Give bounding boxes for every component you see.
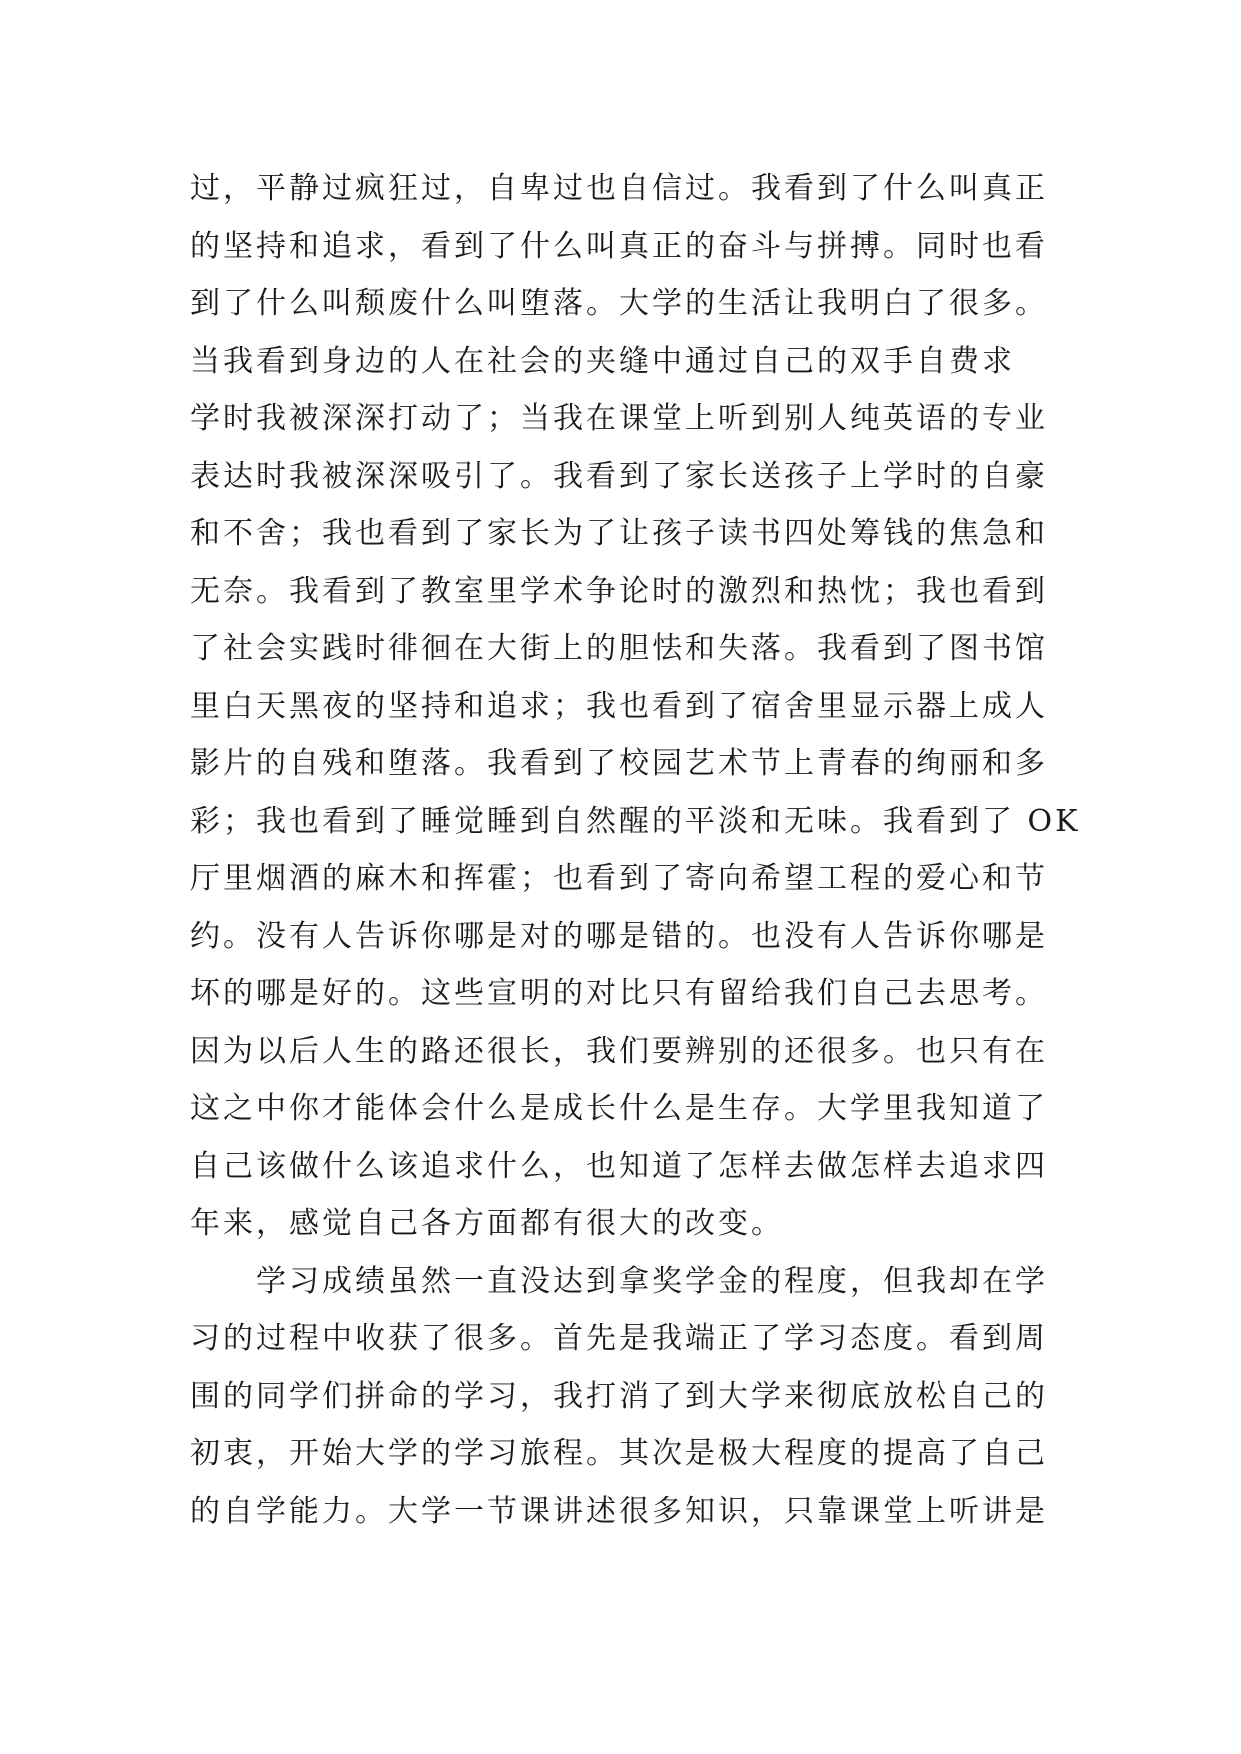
text-line: 了社会实践时徘徊在大街上的胆怯和失落。我看到了图书馆 <box>190 631 1048 666</box>
text-line: 彩；我也看到了睡觉睡到自然醒的平淡和无味。我看到了 OK <box>190 803 1081 839</box>
paragraph-first-line: 学习成绩虽然一直没达到拿奖学金的程度，但我却在学 <box>256 1263 1048 1299</box>
text-line: 当我看到身边的人在社会的夹缝中通过自己的双手自费求 <box>190 343 1015 379</box>
text-line: 坏的哪是好的。这些宣明的对比只有留给我们自己去思考。 <box>190 976 1048 1011</box>
text-line: 无奈。我看到了教室里学术争论时的激烈和热忱；我也看到 <box>190 573 1048 609</box>
text-line: 的自学能力。大学一节课讲述很多知识，只靠课堂上听讲是 <box>190 1493 1048 1529</box>
text-line: 初衷，开始大学的学习旅程。其次是极大程度的提高了自己 <box>190 1436 1048 1471</box>
text-line: 过，平静过疯狂过，自卑过也自信过。我看到了什么叫真正 <box>190 171 1048 206</box>
text-line: 表达时我被深深吸引了。我看到了家长送孩子上学时的自豪 <box>190 458 1048 494</box>
text-line: 里白天黑夜的坚持和追求；我也看到了宿舍里显示器上成人 <box>190 688 1048 724</box>
text-line: 约。没有人告诉你哪是对的哪是错的。也没有人告诉你哪是 <box>190 918 1048 954</box>
text-line: 到了什么叫颓废什么叫堕落。大学的生活让我明白了很多。 <box>190 286 1048 321</box>
text-line: 的坚持和追求，看到了什么叫真正的奋斗与拼搏。同时也看 <box>190 228 1048 264</box>
text-line: 影片的自残和堕落。我看到了校园艺术节上青春的绚丽和多 <box>190 746 1048 781</box>
text-line: 因为以后人生的路还很长，我们要辨别的还很多。也只有在 <box>190 1033 1048 1069</box>
text-line: 学时我被深深打动了；当我在课堂上听到别人纯英语的专业 <box>190 401 1048 436</box>
text-line: 习的过程中收获了很多。首先是我端正了学习态度。看到周 <box>190 1321 1048 1356</box>
body-text <box>190 160 1081 1540</box>
text-line: 这之中你才能体会什么是成长什么是生存。大学里我知道了 <box>190 1091 1048 1126</box>
text-line: 厅里烟酒的麻木和挥霍；也看到了寄向希望工程的爱心和节 <box>190 861 1048 896</box>
text-line: 和不舍；我也看到了家长为了让孩子读书四处筹钱的焦急和 <box>190 516 1048 551</box>
text-line: 年来，感觉自己各方面都有很大的改变。 <box>190 1206 784 1241</box>
text-line: 自己该做什么该追求什么，也知道了怎样去做怎样去追求四 <box>190 1148 1048 1184</box>
text-line: 围的同学们拼命的学习，我打消了到大学来彻底放松自己的 <box>190 1378 1048 1414</box>
